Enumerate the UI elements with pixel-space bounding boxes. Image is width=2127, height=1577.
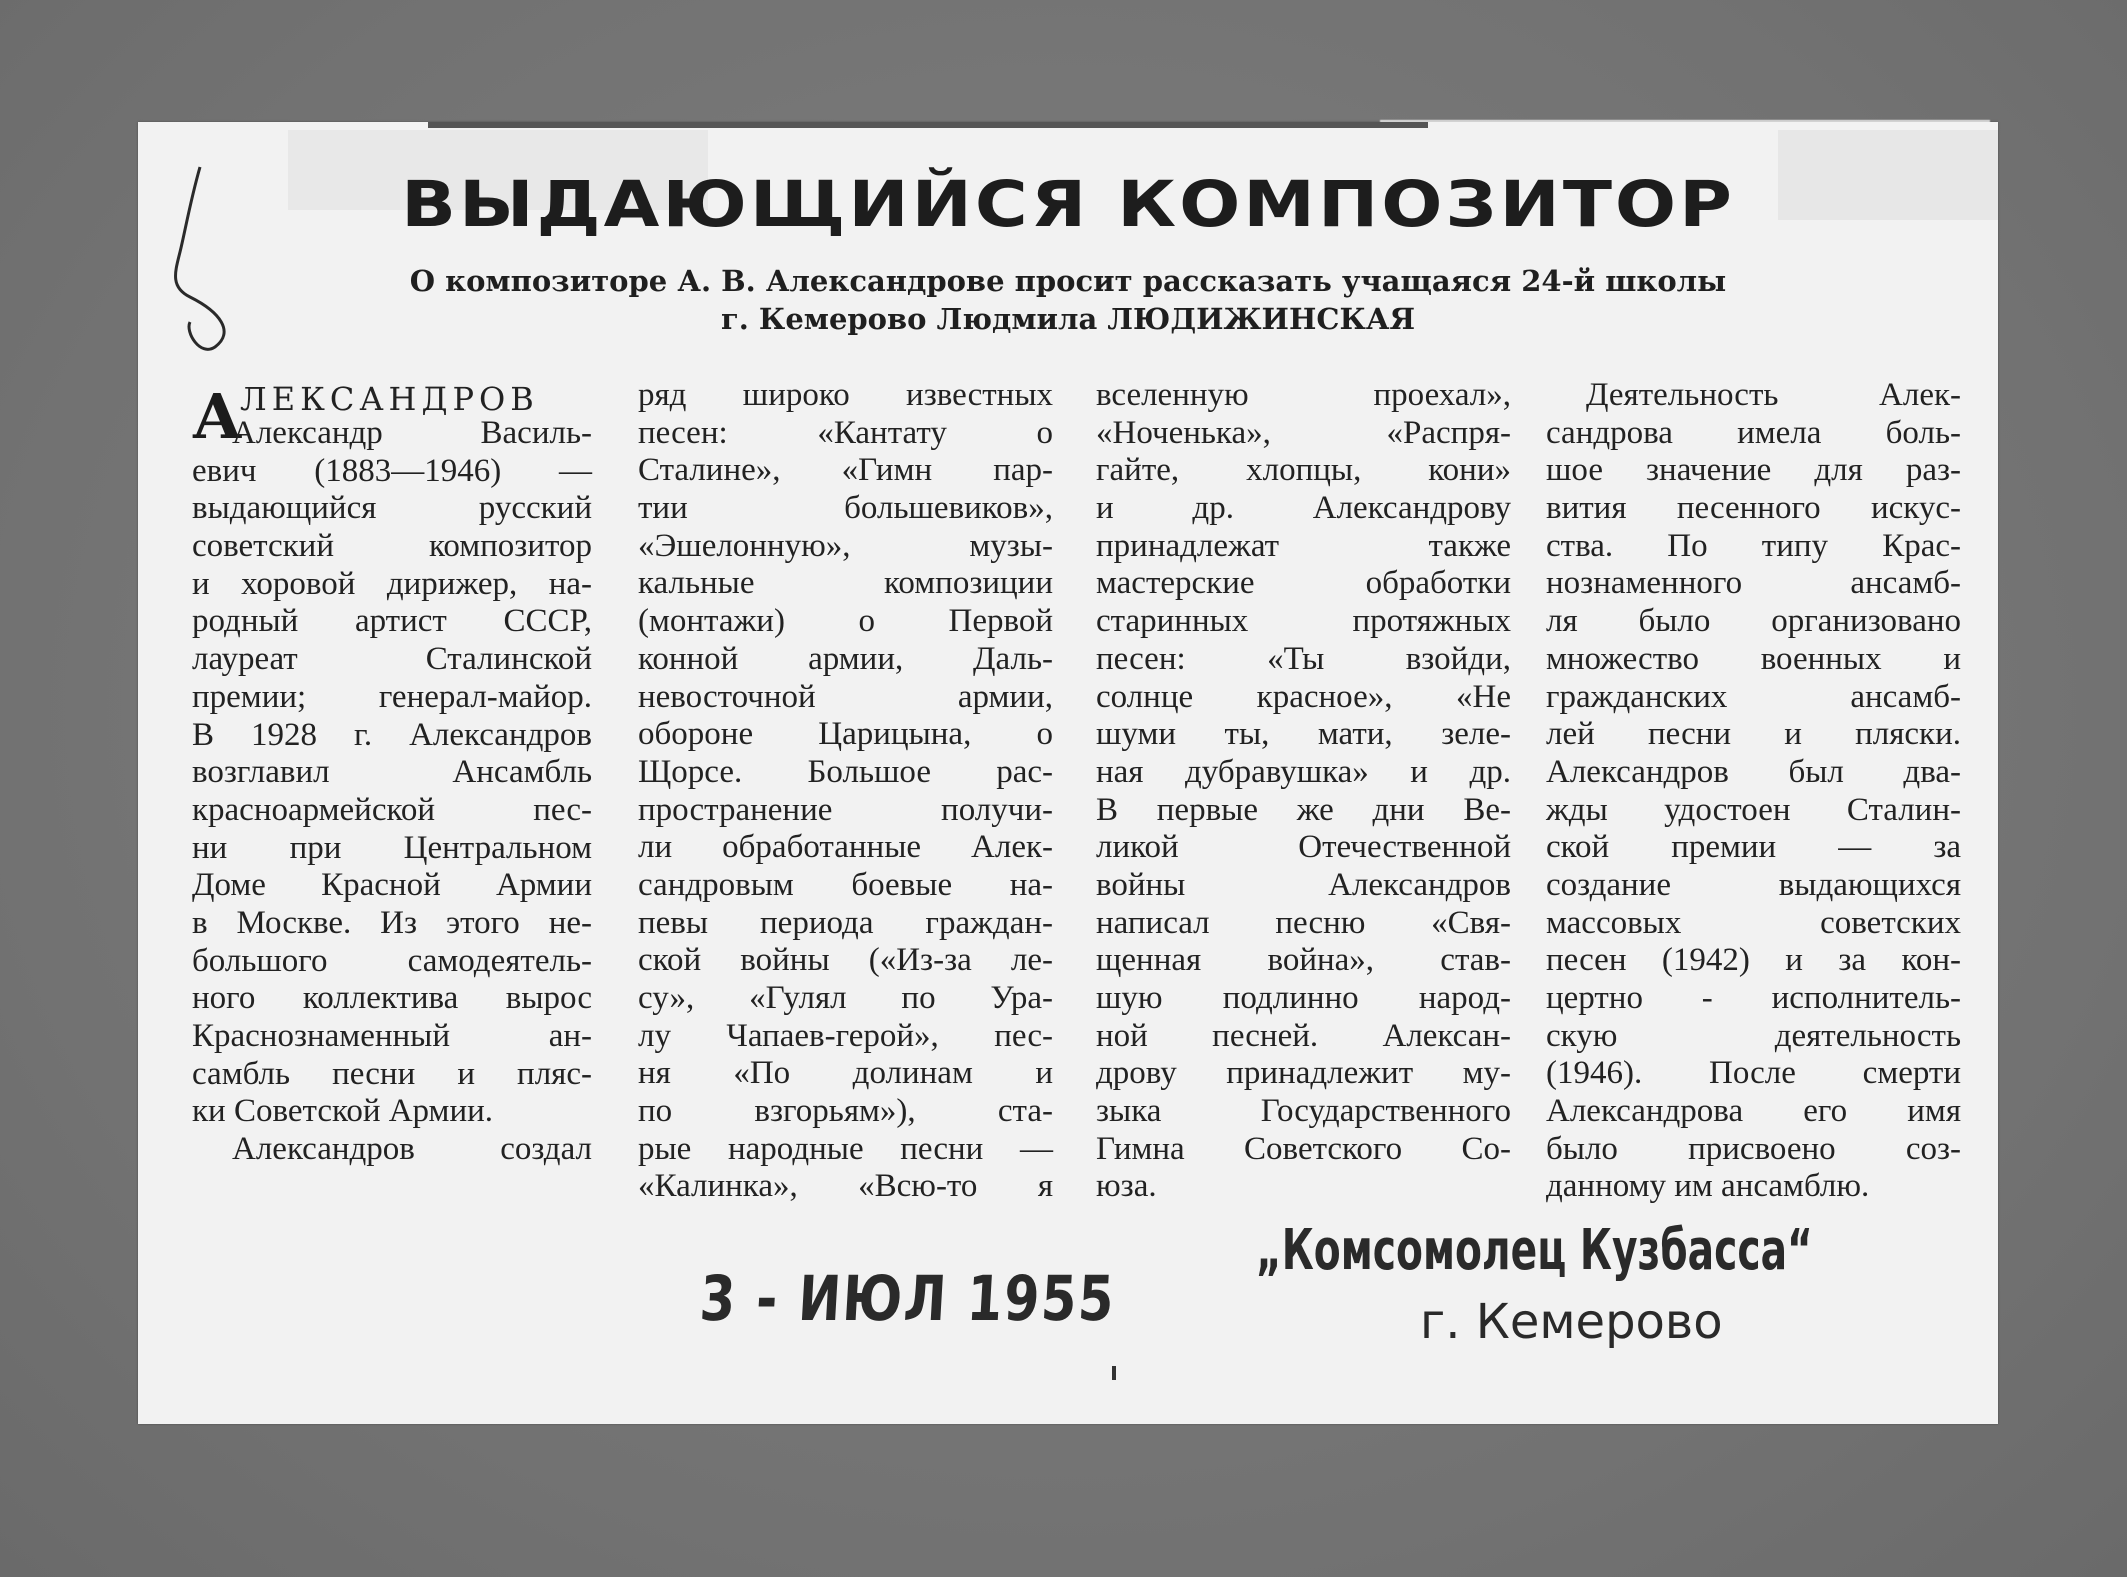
- text-line: су», «Гулял по Ура-: [638, 980, 1053, 1016]
- text-line: создание выдающихся: [1546, 866, 1961, 903]
- text-line: ля было организовано: [1546, 603, 1961, 640]
- text-line: «Калинка», «Всю-то я: [638, 1168, 1053, 1205]
- text-line: массовых советских: [1546, 904, 1961, 941]
- text-line: песен (1942) и за кон-: [1546, 942, 1961, 979]
- ink-tick: [1112, 1366, 1116, 1380]
- text-line: ряд широко известных: [638, 377, 1053, 413]
- text-line: шуми ты, мати, зеле-: [1096, 716, 1511, 753]
- text-line: было присвоено соз-: [1546, 1130, 1961, 1167]
- text-line: обороне Царицына, о: [638, 716, 1053, 753]
- text-line: щенная война», став-: [1096, 942, 1511, 979]
- text-line: Александрова его имя: [1546, 1093, 1961, 1130]
- text-line: старинных протяжных: [1096, 603, 1511, 640]
- text-line: ни при Центральном: [192, 829, 592, 866]
- text-line: лауреат Сталинской: [192, 641, 592, 678]
- text-line: ской войны («Из-за ле-: [638, 942, 1053, 979]
- text-line: сандрова имела боль-: [1546, 414, 1961, 451]
- text-line: юза.: [1096, 1168, 1157, 1205]
- text-column-2: [638, 377, 1053, 1206]
- headline: ВЫДАЮЩИЙСЯ КОМПОЗИТОР: [401, 167, 1735, 241]
- text-line: мастерские обработки: [1096, 565, 1511, 602]
- text-line: песен: «Кантату о: [638, 414, 1053, 451]
- text-line: ного коллектива вырос: [192, 980, 592, 1017]
- text-line: Александров создал: [232, 1131, 592, 1168]
- text-line: ная дубравушка» и др.: [1096, 753, 1511, 790]
- text-line: рые народные песни —: [638, 1130, 1053, 1167]
- text-line: невосточной армии,: [638, 678, 1053, 715]
- text-line: родный артист СССР,: [192, 603, 592, 640]
- text-line: Александров был два-: [1546, 753, 1961, 790]
- text-line: жды удостоен Сталин-: [1546, 791, 1961, 828]
- text-line: ства. По типу Крас-: [1546, 527, 1961, 564]
- text-line: Краснознаменный ан-: [192, 1018, 592, 1054]
- text-column-4: [1546, 377, 1961, 1206]
- text-line: певы периода граждан-: [638, 904, 1053, 941]
- subhead-line-2: г. Кемерово Людмила ЛЮДИЖИНСКАЯ: [720, 302, 1416, 336]
- text-line: лей песни и пляски.: [1546, 716, 1961, 753]
- text-line: Гимна Советского Со-: [1096, 1130, 1511, 1167]
- text-line: тии большевиков»,: [638, 490, 1053, 527]
- text-line: самбль песни и пляс-: [192, 1055, 592, 1092]
- text-line: сандровым боевые на-: [638, 866, 1053, 903]
- text-line: Сталине», «Гимн пар-: [638, 452, 1053, 489]
- text-line: «Ноченька», «Распря-: [1096, 414, 1511, 451]
- text-line: вития песенного искус-: [1546, 490, 1961, 527]
- text-line: нознаменного ансамб-: [1546, 565, 1961, 602]
- text-line: ной песней. Алексан-: [1096, 1017, 1511, 1054]
- text-line: песен: «Ты взойди,: [1096, 640, 1511, 677]
- text-line: Доме Красной Армии: [192, 867, 592, 904]
- text-line: дрову принадлежит му-: [1096, 1055, 1511, 1092]
- text-line: премии; генерал-майор.: [192, 678, 592, 715]
- text-line: ликой Отечественной: [1096, 829, 1511, 866]
- text-line: пространение получи-: [638, 791, 1053, 828]
- text-line: ки Советской Армии.: [192, 1093, 494, 1130]
- source-newspaper: „Комсомолец Кузбасса“: [1256, 1218, 1813, 1283]
- text-line: советский композитор: [192, 528, 592, 565]
- text-line: (монтажи) о Первой: [638, 603, 1053, 640]
- text-line: принадлежат также: [1096, 527, 1511, 564]
- text-line: кальные композиции: [638, 565, 1053, 602]
- text-line: В первые же дни Ве-: [1096, 791, 1511, 828]
- text-line: множество военных и: [1546, 640, 1961, 677]
- text-line: вселенную проехал»,: [1096, 377, 1511, 413]
- text-line: гражданских ансамб-: [1546, 678, 1961, 715]
- text-line: евич (1883—1946) —: [192, 452, 592, 489]
- text-line: Деятельность Алек-: [1586, 377, 1961, 413]
- drop-cap: А: [192, 380, 243, 453]
- text-line: выдающийся русский: [192, 490, 592, 527]
- first-line-caps: ЛЕКСАНДРОВ: [240, 380, 539, 418]
- text-line: Щорсе. Большое рас-: [638, 753, 1053, 790]
- text-line: возглавил Ансамбль: [192, 754, 592, 791]
- text-line: шую подлинно народ-: [1096, 980, 1511, 1016]
- text-line: «Эшелонную», музы-: [638, 527, 1053, 564]
- text-line: ли обработанные Алек-: [638, 829, 1053, 866]
- text-line: зыка Государственного: [1096, 1093, 1511, 1130]
- text-line: гайте, хлопцы, кони»: [1096, 452, 1511, 489]
- text-line: солнце красное», «Не: [1096, 678, 1511, 715]
- text-line: конной армии, Даль-: [638, 640, 1053, 677]
- text-line: (1946). После смерти: [1546, 1055, 1961, 1092]
- top-edge-rule: [428, 122, 1428, 128]
- text-line: шое значение для раз-: [1546, 452, 1961, 489]
- text-line: ня «По долинам и: [638, 1055, 1053, 1092]
- text-line: данному им ансамблю.: [1546, 1168, 1870, 1205]
- text-line: красноармейской пес-: [192, 791, 592, 828]
- text-line: Александр Василь-: [232, 415, 592, 451]
- subhead-line-1: О композиторе А. В. Александрове просит рассказать учащаяся 24-й школы: [409, 264, 1727, 298]
- source-city: г. Кемерово: [1420, 1294, 1723, 1350]
- text-line: и др. Александрову: [1096, 490, 1511, 527]
- text-line: написал песню «Свя-: [1096, 904, 1511, 941]
- text-line: цертно - исполнитель-: [1546, 980, 1961, 1016]
- text-line: ской премии — за: [1546, 829, 1961, 866]
- text-line: скую деятельность: [1546, 1017, 1961, 1054]
- text-line: и хоровой дирижер, на-: [192, 565, 592, 602]
- newspaper-clipping: [138, 122, 1998, 1424]
- text-column-3: [1096, 377, 1511, 1206]
- text-line: в Москве. Из этого не-: [192, 904, 592, 941]
- text-line: лу Чапаев-герой», пес-: [638, 1017, 1053, 1054]
- text-column-1: [192, 415, 592, 1169]
- text-line: по взгорьям»), ста-: [638, 1093, 1053, 1130]
- text-line: войны Александров: [1096, 866, 1511, 903]
- text-line: большого самодеятель-: [192, 942, 592, 979]
- date-stamp: 3 - ИЮЛ 1955: [697, 1262, 1118, 1335]
- text-line: В 1928 г. Александров: [192, 716, 592, 753]
